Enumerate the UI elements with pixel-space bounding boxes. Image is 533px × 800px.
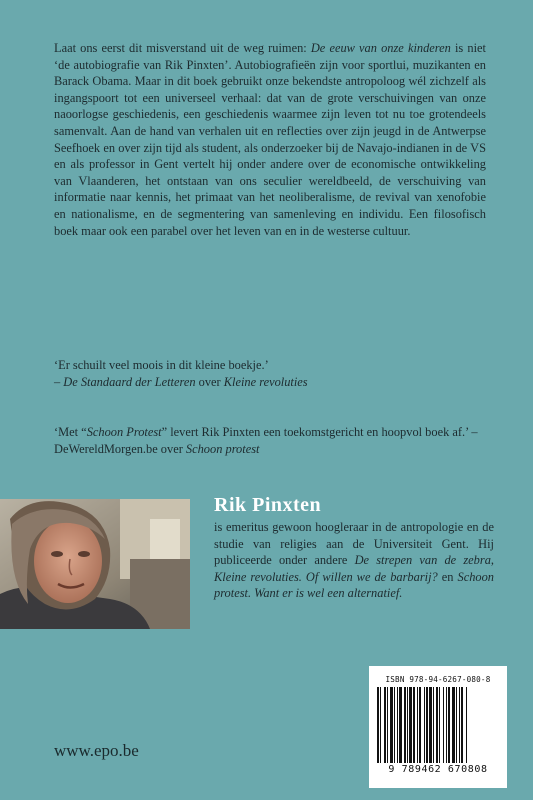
barcode-bar xyxy=(456,687,457,763)
barcode-bar xyxy=(399,687,402,763)
barcode-bar xyxy=(409,687,412,763)
author-bio-sep-2: en xyxy=(437,569,458,584)
author-book-3: Schoon protest. Want er is wel een alternatief. xyxy=(214,569,494,601)
barcode-bar xyxy=(377,687,379,763)
barcode-bar xyxy=(404,687,406,763)
barcode-digits: 9 789462 670808 xyxy=(388,764,488,775)
quote-1-dash: – xyxy=(54,374,64,389)
quote-2-end: ” levert Rik Pinxten een toekomstgericht en hoopvol boek af.’ – DeWereldMorgen.be over xyxy=(54,425,478,456)
review-quote-2 xyxy=(54,424,486,457)
author-bio-text: is emeritus gewoon hoogleraar in de antropologie en de studie van religies aan de Universiteit Gent. Hij publiceerde onder andere xyxy=(214,520,494,568)
quote-1-work: Kleine revoluties xyxy=(223,374,308,389)
barcode-bar xyxy=(436,687,438,763)
blurb-body: is niet ‘de autobiografie van Rik Pinxten’. Autobiografieën zijn voor sportlui, muzikanten en Barack Obama. Maar in dit boek gebruikt onze bekendste antropoloog wél zichzelf als ingangspoort tot een universeel verhaal: dat van de grote verschuivingen van onze naoorlogse geschiedenis, een geschiedenis waarmee zijn leven tot nu toe grotendeels samenvalt. Aan de hand van verhalen uit en reflecties over zijn jeugd in de Antwerpse Seefhoek en over zijn tijd als student, als onderzoeker bij de Navajo-indianen in de VS en als professor in Gent vertelt hij onder andere over de economische ontwikkeling van Vlaanderen, het ontstaan van ons seculier wereldbeeld, de verschuiving van informatie naar kennis, het primaat van het neoliberalisme, de revival van xenofobie en nationalisme, en de segmentering van samenleving en individu. Een filosofisch boek maar ook een parabel over het leven van en in de westerse cultuur. xyxy=(54,41,486,238)
blurb-text xyxy=(54,40,486,239)
barcode-bar xyxy=(387,687,388,763)
isbn-barcode xyxy=(369,666,507,788)
barcode-bar xyxy=(443,687,444,763)
barcode-bar xyxy=(413,687,415,763)
isbn-label: ISBN 978-94-6267-080-8 xyxy=(385,675,491,684)
blurb-intro: Laat ons eerst dit misverstand uit de weg ruimen: xyxy=(54,41,311,55)
barcode-bar xyxy=(448,687,450,763)
barcode-bar xyxy=(461,687,463,763)
barcode-bar xyxy=(452,687,455,763)
barcode-bar xyxy=(429,687,432,763)
barcode-bar xyxy=(439,687,440,763)
publisher-website[interactable]: www.epo.be xyxy=(54,741,139,760)
quote-1-source: De Standaard der Letteren xyxy=(63,374,196,389)
author-name: Rik Pinxten xyxy=(214,494,322,516)
quote-1-source-line xyxy=(54,374,486,391)
quote-1-text: ‘Er schuilt veel moois in dit kleine boekje.’ xyxy=(54,358,269,372)
quote-2-title: Schoon Protest xyxy=(86,425,162,439)
author-portrait-image xyxy=(0,499,190,629)
barcode-bar xyxy=(380,687,381,763)
barcode-bar xyxy=(424,687,425,763)
barcode-bar xyxy=(397,687,398,763)
blurb-book-title: De eeuw van onze kinderen xyxy=(310,41,451,55)
barcode-bar xyxy=(394,687,395,763)
barcode-bars xyxy=(377,687,499,763)
author-bio-sep-1: , xyxy=(490,553,495,568)
barcode-bar xyxy=(433,687,434,763)
author-book-2: Kleine revoluties. Of willen we de barbarij? xyxy=(214,569,438,584)
barcode-bar xyxy=(390,687,393,763)
author-book-1: De strepen van de zebra xyxy=(354,553,491,568)
barcode-bar xyxy=(459,687,460,763)
barcode-bar xyxy=(417,687,418,763)
quote-2-work: Schoon protest xyxy=(185,441,260,456)
barcode-bar xyxy=(419,687,421,763)
author-photo xyxy=(0,499,190,629)
barcode-bar xyxy=(446,687,447,763)
barcode-bar xyxy=(407,687,408,763)
quote-2-start: ‘Met “ xyxy=(54,425,87,439)
author-section xyxy=(214,494,494,602)
barcode-bar xyxy=(384,687,386,763)
barcode-bar xyxy=(466,687,467,763)
barcode-bar xyxy=(426,687,428,763)
quote-1-over: over xyxy=(195,374,224,389)
review-quote-1 xyxy=(54,357,486,390)
author-bio xyxy=(214,519,494,602)
